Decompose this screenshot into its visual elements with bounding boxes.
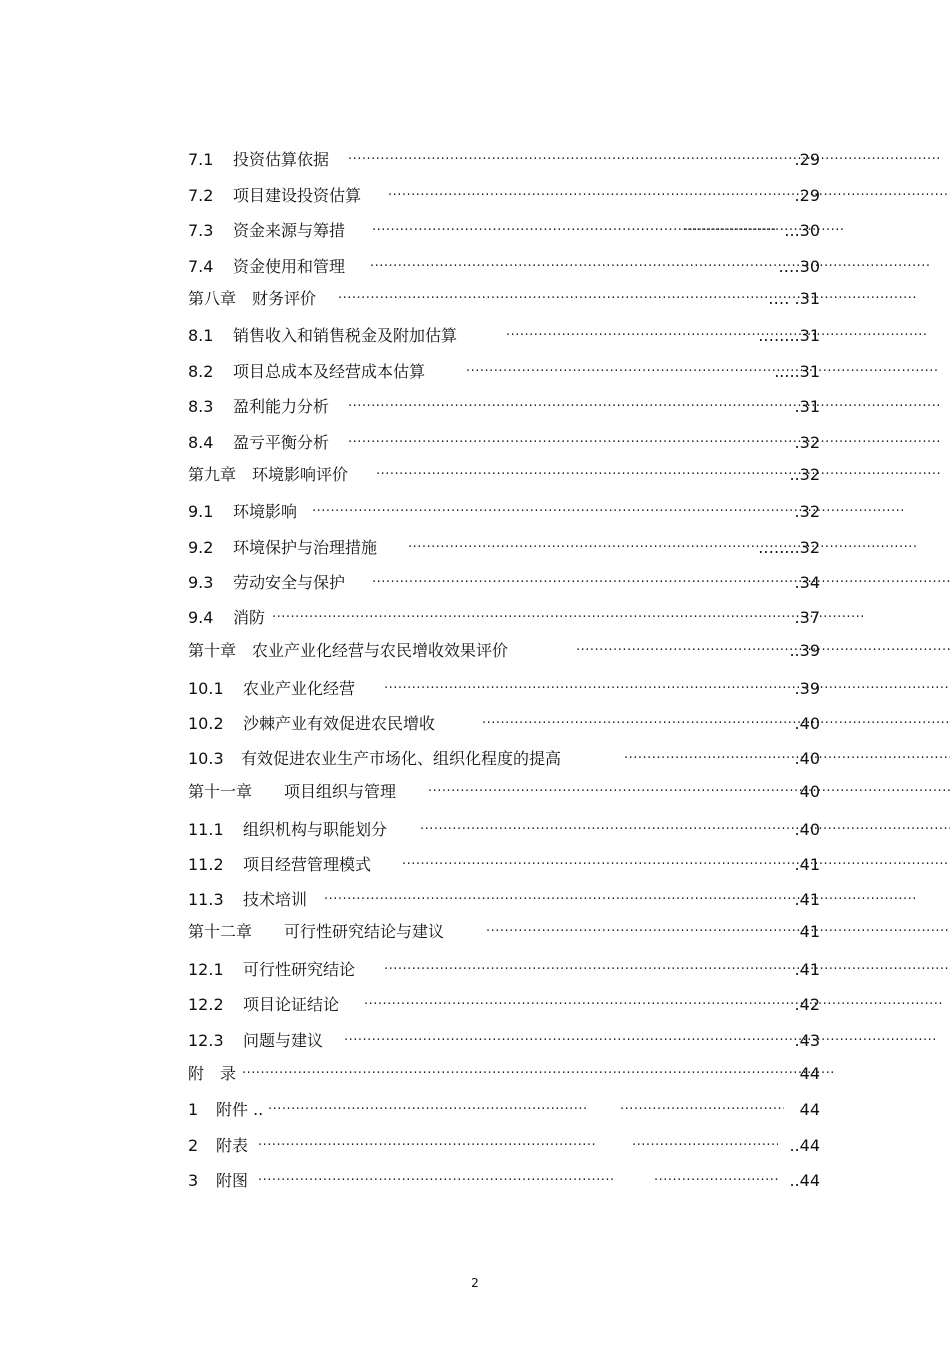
- dot-leader: [272, 606, 944, 630]
- dot-leader: [408, 536, 918, 560]
- dot-leader: [370, 255, 930, 279]
- toc-chapter-title: 第九章 环境影响评价: [188, 465, 349, 484]
- toc-entry-page: .32: [794, 502, 820, 521]
- toc-entry[interactable]: [188, 606, 820, 630]
- toc-entry-number: 7.3: [188, 221, 214, 240]
- toc-entry-page: .…30: [778, 257, 820, 276]
- dot-leader: [312, 500, 948, 524]
- toc-entry-number: 8.1: [188, 326, 214, 345]
- dot-leader: [242, 1062, 922, 1086]
- toc-entry[interactable]: [188, 184, 820, 208]
- toc-entry-number: 9.3: [188, 573, 214, 592]
- toc-chapter[interactable]: [188, 920, 820, 944]
- toc-entry[interactable]: [188, 818, 820, 842]
- toc-entry[interactable]: [188, 853, 820, 877]
- dot-leader: [348, 148, 948, 172]
- toc-entry-number: 8.4: [188, 433, 214, 452]
- toc-entry[interactable]: [188, 536, 820, 560]
- toc-entry-title: 项目建设投资估算: [233, 186, 362, 205]
- toc-entry-page: .31: [794, 397, 820, 416]
- toc-entry[interactable]: [188, 747, 820, 771]
- toc-entry-page: ..44: [789, 1171, 820, 1190]
- toc-entry-title: 投资估算依据: [233, 150, 330, 169]
- toc-entry-page: .34: [794, 573, 820, 592]
- toc-entry-title: 沙棘产业有效促进农民增收: [243, 714, 436, 733]
- toc-chapter[interactable]: [188, 780, 820, 804]
- toc-entry-page: .40: [794, 714, 820, 733]
- toc-entry-title: 项目论证结论: [243, 995, 340, 1014]
- toc-entry[interactable]: [188, 677, 820, 701]
- dot-leader: [684, 219, 776, 243]
- toc-entry-page: .39: [794, 679, 820, 698]
- toc-chapter-title: 第十二章 可行性研究结论与建议: [188, 922, 445, 941]
- toc-entry[interactable]: [188, 1029, 820, 1053]
- toc-chapter-title: 附 录: [188, 1064, 237, 1083]
- toc-entry[interactable]: [188, 324, 820, 348]
- toc-chapter-title: 第八章 财务评价: [188, 289, 317, 308]
- toc-entry-title: 资金来源与筹措: [233, 221, 346, 240]
- toc-entry-title: 附图: [216, 1171, 249, 1190]
- toc-entry[interactable]: [188, 500, 820, 524]
- toc-entry-number: 11.3: [188, 890, 224, 909]
- toc-entry-number: 9.4: [188, 608, 214, 627]
- toc-entry-page: .....31: [774, 362, 820, 381]
- toc-entry-page: .40: [794, 820, 820, 839]
- toc-entry-page: 44: [799, 1064, 820, 1083]
- toc-entry-number: 9.1: [188, 502, 214, 521]
- toc-entry-title: 环境保护与治理措施: [233, 538, 378, 557]
- toc-entry[interactable]: [188, 993, 820, 1017]
- dot-leader: [364, 993, 944, 1017]
- toc-entry-number: 9.2: [188, 538, 214, 557]
- toc-entry-number: 8.2: [188, 362, 214, 381]
- toc-entry-number: 10.2: [188, 714, 224, 733]
- dot-leader: [654, 1169, 780, 1193]
- dot-leader: [420, 818, 950, 842]
- toc-entry[interactable]: [188, 219, 820, 243]
- toc-entry-title: 有效促进农业生产市场化、组织化程度的提高: [241, 749, 562, 768]
- toc-entry-page: 41: [799, 922, 820, 941]
- toc-entry-title: 技术培训: [243, 890, 308, 909]
- toc-entry-title: 销售收入和销售税金及附加估算: [233, 326, 458, 345]
- toc-entry-title: 附表: [216, 1136, 249, 1155]
- toc-entry[interactable]: [188, 255, 820, 279]
- dot-leader: [506, 324, 926, 348]
- toc-entry-title: 项目总成本及经营成本估算: [233, 362, 426, 381]
- toc-entry-number: 2: [188, 1136, 199, 1155]
- toc-entry-page: ..44: [789, 1136, 820, 1155]
- dot-leader: [486, 920, 950, 944]
- dot-leader: [324, 888, 946, 912]
- toc-entry-number: 11.2: [188, 855, 224, 874]
- toc-entry[interactable]: [188, 1134, 820, 1158]
- dot-leader: [482, 712, 950, 736]
- toc-entry[interactable]: [188, 571, 820, 595]
- toc-entry-title: 组织机构与职能划分: [243, 820, 388, 839]
- toc-entry-page: .…....32: [758, 538, 820, 557]
- dot-leader: [268, 1098, 588, 1122]
- toc-entry-page: .40: [794, 749, 820, 768]
- toc-entry-title: 劳动安全与保护: [233, 573, 346, 592]
- toc-entry-number: 10.1: [188, 679, 224, 698]
- toc-entry-title: 可行性研究结论: [243, 960, 356, 979]
- toc-entry-page: ..39: [789, 641, 820, 660]
- dot-leader: [388, 184, 950, 208]
- toc-entry-number: 12.2: [188, 995, 224, 1014]
- toc-entry-number: 7.1: [188, 150, 214, 169]
- toc-entry[interactable]: [188, 431, 820, 455]
- toc-entry-number: 3: [188, 1171, 199, 1190]
- toc-entry-page: ...30: [784, 221, 820, 240]
- toc-chapter[interactable]: [188, 287, 820, 311]
- dot-leader: [372, 571, 950, 595]
- toc-entry-page: ..32: [789, 465, 820, 484]
- toc-entry-number: 12.3: [188, 1031, 224, 1050]
- toc-entry-number: 10.3: [188, 749, 224, 768]
- toc-entry-page: .29: [794, 186, 820, 205]
- toc-entry-page: 40: [799, 782, 820, 801]
- dot-leader: [624, 747, 950, 771]
- dot-leader: [620, 1098, 784, 1122]
- toc-entry-page: .37: [794, 608, 820, 627]
- toc-entry-title: 项目经营管理模式: [243, 855, 372, 874]
- dot-leader: [348, 395, 948, 419]
- dot-leader: [338, 287, 918, 311]
- dot-leader: [258, 1134, 596, 1158]
- toc-entry-title: 盈利能力分析: [233, 397, 330, 416]
- dot-leader: [632, 1134, 778, 1158]
- toc-entry-number: 12.1: [188, 960, 224, 979]
- toc-entry-title: 资金使用和管理: [233, 257, 346, 276]
- toc-entry-page: .41: [794, 960, 820, 979]
- toc-entry-title: 农业产业化经营: [243, 679, 356, 698]
- dot-leader: [466, 360, 938, 384]
- toc-entry-title: 附件 ..: [216, 1100, 264, 1119]
- toc-chapter[interactable]: [188, 1062, 820, 1086]
- toc-entry-title: 消防: [233, 608, 266, 627]
- toc-entry[interactable]: [188, 1098, 820, 1122]
- toc-entry-page: .32: [794, 433, 820, 452]
- toc-entry[interactable]: [188, 148, 820, 172]
- toc-entry-page: .43: [794, 1031, 820, 1050]
- toc-chapter-title: 第十章 农业产业化经营与农民增收效果评价: [188, 641, 509, 660]
- dot-leader: [576, 639, 950, 663]
- dot-leader: [384, 958, 950, 982]
- toc-entry[interactable]: [188, 395, 820, 419]
- dot-leader: [258, 1169, 614, 1193]
- toc-entry[interactable]: [188, 958, 820, 982]
- dot-leader: [384, 677, 948, 701]
- dot-leader: [344, 1029, 944, 1053]
- toc-entry-page: 44: [799, 1100, 820, 1119]
- page-number: 2: [471, 1276, 479, 1290]
- toc-entry-title: 环境影响: [233, 502, 298, 521]
- toc-entry-number: 8.3: [188, 397, 214, 416]
- toc-entry-number: 7.4: [188, 257, 214, 276]
- toc-entry-number: 11.1: [188, 820, 224, 839]
- toc-entry-page: .29: [794, 150, 820, 169]
- toc-entry-page: .… .31: [768, 289, 820, 308]
- toc-entry-page: .…....31: [758, 326, 820, 345]
- toc-entry[interactable]: [188, 888, 820, 912]
- toc-entry-number: 1: [188, 1100, 199, 1119]
- dot-leader: [348, 431, 948, 455]
- toc-entry-title: 盈亏平衡分析: [233, 433, 330, 452]
- toc-chapter[interactable]: [188, 639, 820, 663]
- toc-entry-number: 7.2: [188, 186, 214, 205]
- toc-entry[interactable]: [188, 1169, 820, 1193]
- toc-entry[interactable]: [188, 712, 820, 736]
- dot-leader: [402, 853, 950, 877]
- toc-entry-page: .41: [794, 890, 820, 909]
- toc-entry-title: 问题与建议: [243, 1031, 324, 1050]
- toc-chapter-title: 第十一章 项目组织与管理: [188, 782, 397, 801]
- toc-entry-page: .42: [794, 995, 820, 1014]
- toc-entry[interactable]: [188, 360, 820, 384]
- dot-leader: [428, 780, 950, 804]
- toc-entry-page: .41: [794, 855, 820, 874]
- dot-leader: [376, 463, 941, 487]
- toc-chapter[interactable]: [188, 463, 820, 487]
